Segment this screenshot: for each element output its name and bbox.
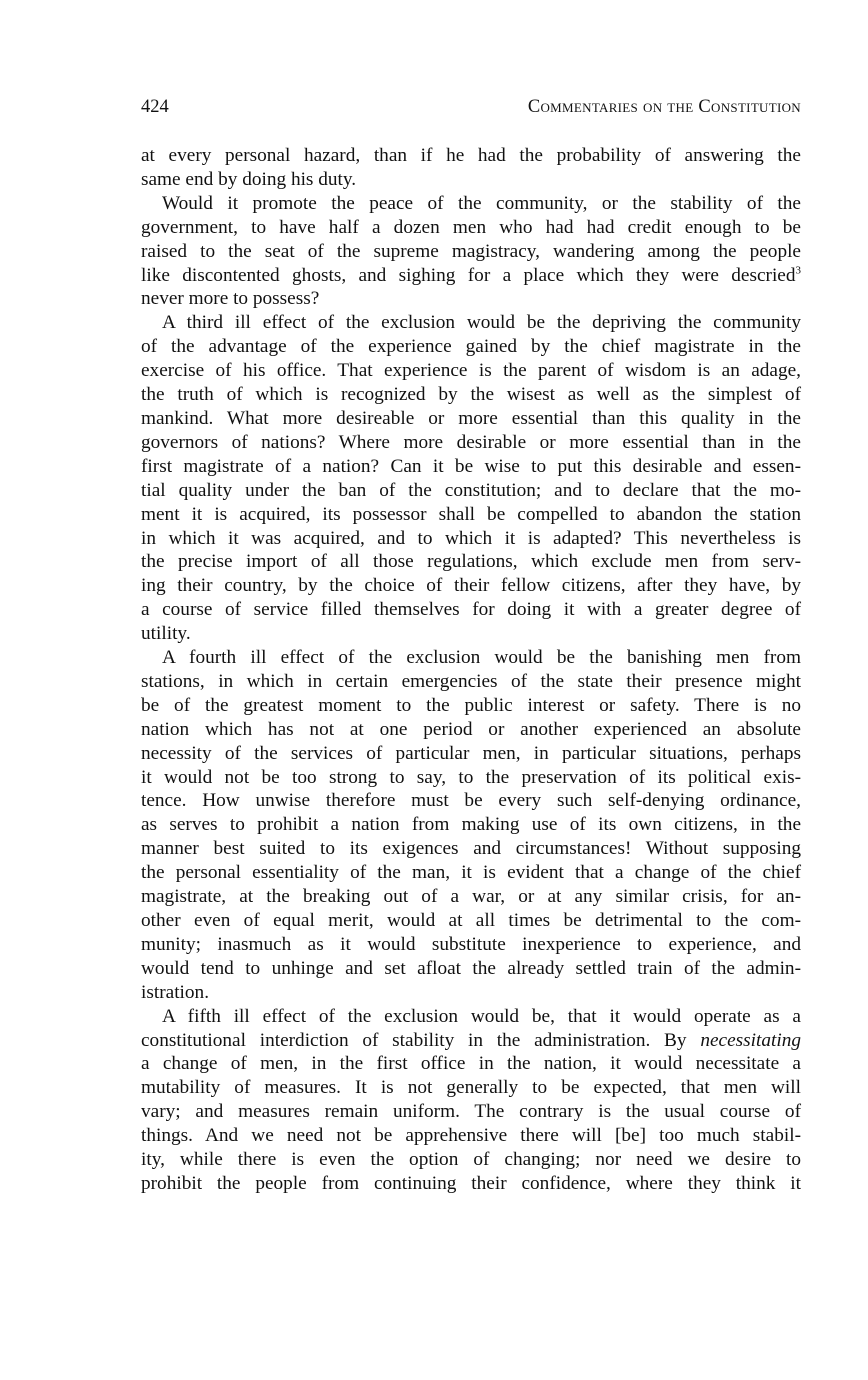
text-line xyxy=(141,1029,801,1053)
text-line: mutability of measures. It is not generally to be expected, that men will xyxy=(141,1077,801,1099)
running-head xyxy=(141,94,801,120)
text-line-content: constitutional interdiction of stability in the administration. By xyxy=(141,1029,687,1051)
text-line: A fourth ill effect of the exclusion would be the banishing men from xyxy=(162,647,801,669)
text-line: ing their country, by the choice of their fellow citizens, after they have, by xyxy=(141,575,801,597)
text-line: a course of service filled themselves for doing it with a greater degree of xyxy=(141,599,801,621)
paragraph xyxy=(141,192,801,312)
text-line: as serves to prohibit a nation from making use of its own citizens, in the xyxy=(141,814,801,836)
text-line: tence. How unwise therefore must be every such self-denying ordinance, xyxy=(141,790,801,812)
text-line: necessity of the services of particular men, in particular situations, perhaps xyxy=(141,742,801,764)
text-line: a change of men, in the first office in the nation, it would necessitate a xyxy=(141,1053,801,1075)
text-line: istration. xyxy=(141,981,210,1003)
text-line: magistrate, at the breaking out of a war, or at any similar crisis, for an- xyxy=(141,886,801,908)
text-line: the personal essentiality of the man, it is evident that a change of the chief xyxy=(141,862,801,884)
text-line: Would it promote the peace of the community, or the stability of the xyxy=(162,192,801,214)
text-line: the precise import of all those regulations, which exclude men from serv- xyxy=(141,551,801,573)
italic-word: necessitating xyxy=(700,1029,801,1051)
text-line: manner best suited to its exigences and circumstances! Without supposing xyxy=(141,838,801,860)
text-line: prohibit the people from continuing their confidence, where they think it xyxy=(141,1172,801,1194)
text-line: ment it is acquired, its possessor shall be compelled to abandon the station xyxy=(141,503,801,525)
text-line: first magistrate of a nation? Can it be wise to put this desirable and essen- xyxy=(141,455,801,477)
text-line: the truth of which is recognized by the wisest as well as the simplest of xyxy=(141,384,801,406)
text-line-content: like discontented ghosts, and sighing for a place which they were descried xyxy=(141,264,796,286)
paragraph xyxy=(141,311,801,646)
text-line: raised to the seat of the supreme magistracy, wandering among the people xyxy=(141,240,801,262)
text-line: it would not be too strong to say, to the preservation of its political exis- xyxy=(141,766,801,788)
footnote-marker[interactable]: 3 xyxy=(795,264,801,277)
text-line: A fifth ill effect of the exclusion would be, that it would operate as a xyxy=(162,1005,801,1027)
text-line: tial quality under the ban of the constitution; and to declare that the mo- xyxy=(141,479,801,501)
text-line: munity; inasmuch as it would substitute inexperience to experience, and xyxy=(141,933,801,955)
running-title: Commentaries on the Constitution xyxy=(527,97,801,117)
text-line: A third ill effect of the exclusion would be the depriving the community xyxy=(162,312,801,334)
text-line: same end by doing his duty. xyxy=(141,168,357,190)
body-text xyxy=(141,144,801,1196)
text-line: utility. xyxy=(141,623,191,645)
text-line: never more to possess? xyxy=(141,288,320,310)
paragraph xyxy=(141,1005,801,1196)
book-page xyxy=(141,94,801,1196)
text-line: nation which has not at one period or another experienced an absolute xyxy=(141,718,801,740)
text-line xyxy=(141,264,801,288)
text-line: be of the greatest moment to the public interest or safety. There is no xyxy=(141,694,801,716)
text-line: governors of nations? Where more desirable or more essential than in the xyxy=(141,431,801,453)
text-line: vary; and measures remain uniform. The contrary is the usual course of xyxy=(141,1101,801,1123)
text-line: government, to have half a dozen men who had had credit enough to be xyxy=(141,216,801,238)
text-line: would tend to unhinge and set afloat the already settled train of the admin- xyxy=(141,957,801,979)
text-line: other even of equal merit, would at all times be detrimental to the com- xyxy=(141,910,801,931)
text-line: of the advantage of the experience gained by the chief magistrate in the xyxy=(141,336,801,358)
text-line: exercise of his office. That experience is the parent of wisdom is an adage, xyxy=(141,360,801,382)
text-line: in which it was acquired, and to which it is adapted? This nevertheless is xyxy=(141,527,801,549)
paragraph xyxy=(141,646,801,1005)
text-line: stations, in which in certain emergencies of the state their presence might xyxy=(141,670,801,692)
paragraph xyxy=(141,144,801,192)
page-number: 424 xyxy=(141,97,169,117)
text-line: mankind. What more desireable or more essential than this quality in the xyxy=(141,407,801,429)
text-line: things. And we need not be apprehensive there will [be] too much stabil- xyxy=(141,1125,801,1147)
text-line: ity, while there is even the option of changing; nor need we desire to xyxy=(141,1149,801,1171)
text-line: at every personal hazard, than if he had the probability of answering the xyxy=(141,145,801,166)
